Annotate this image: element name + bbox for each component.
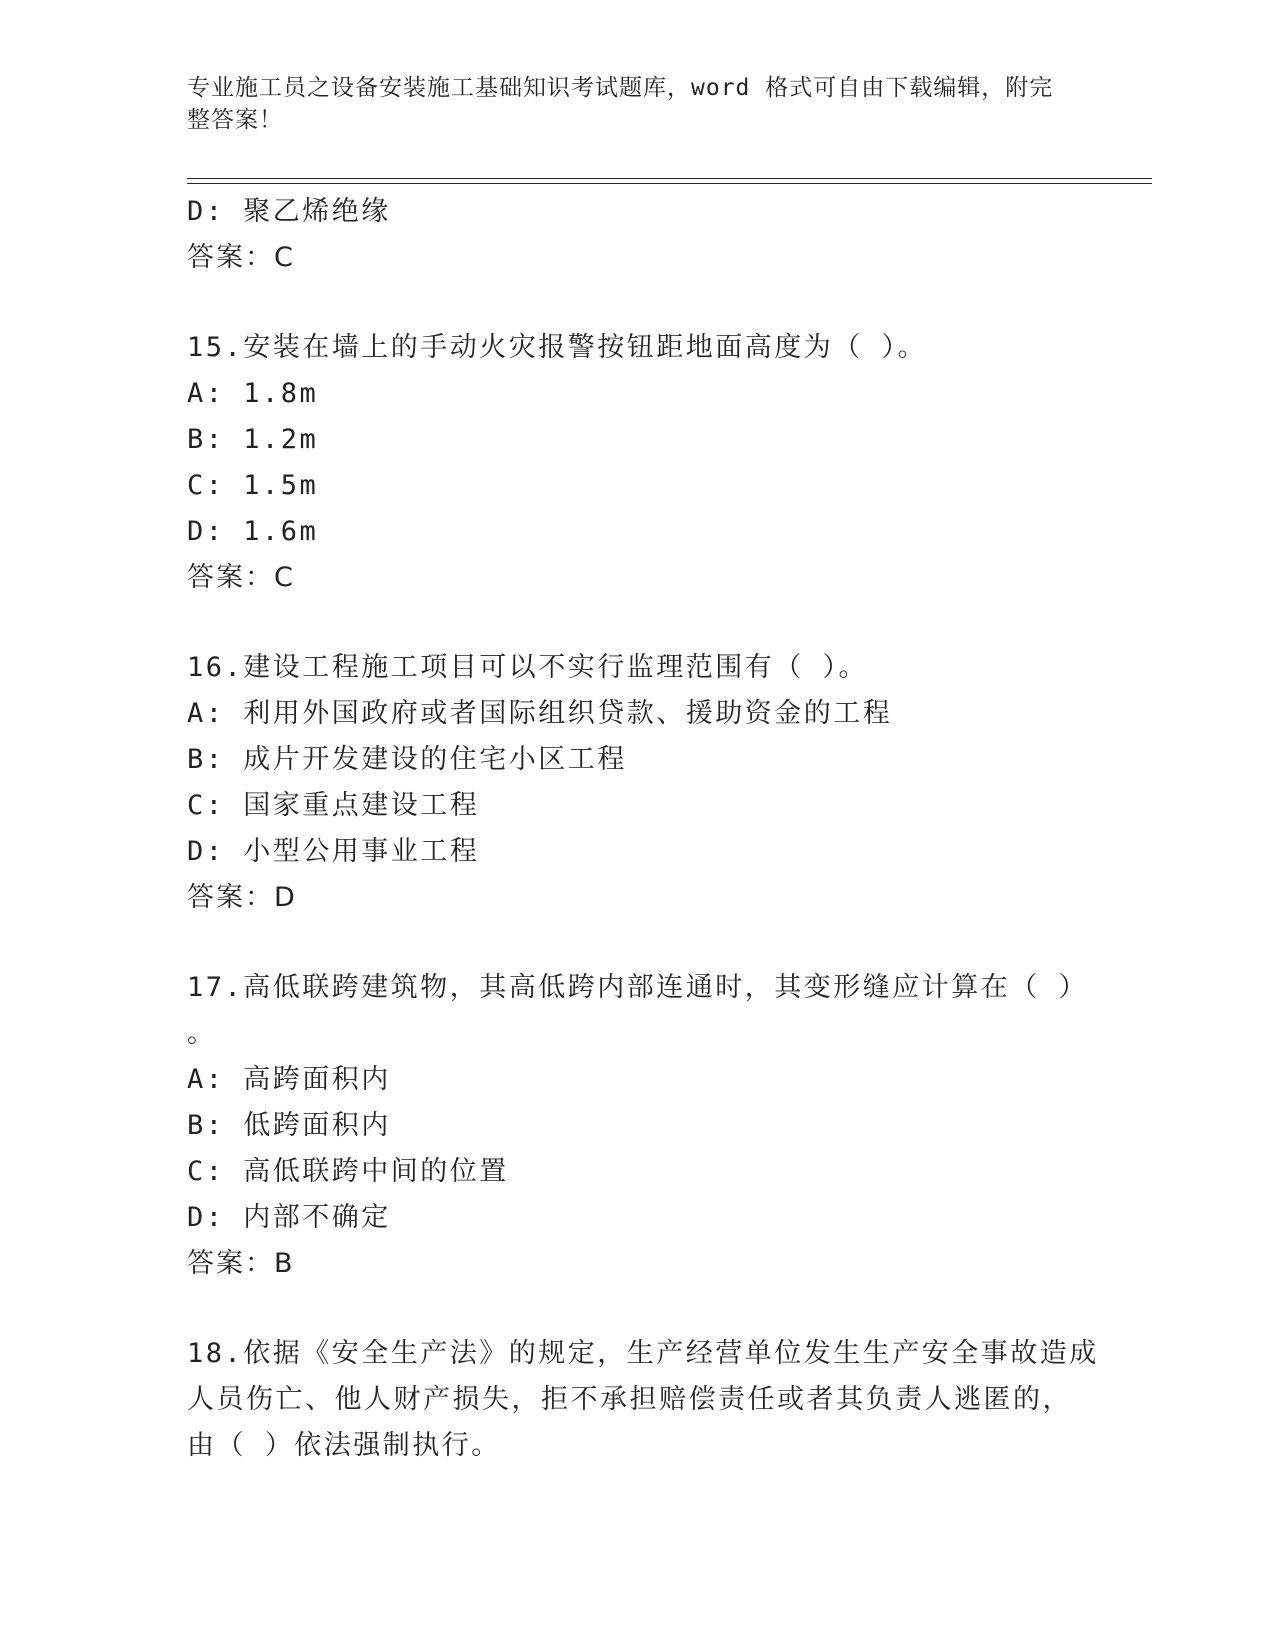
- question-text-line-2: 。: [187, 1018, 217, 1049]
- question-16: [187, 645, 1087, 921]
- question-text: 15.安装在墙上的手动火灾报警按钮距地面高度为（ ）。: [187, 332, 928, 363]
- option-c: C: 国家重点建设工程: [187, 790, 480, 821]
- header-line-2: 整答案！: [187, 107, 283, 133]
- option-a: A: 高跨面积内: [187, 1064, 391, 1095]
- answer-label: 答案：C: [187, 562, 295, 593]
- document-header: [187, 72, 1067, 136]
- header-divider-top: [187, 178, 1152, 179]
- option-d: D: 1.6m: [187, 516, 319, 547]
- header-line-1: 专业施工员之设备安装施工基础知识考试题库，word 格式可自由下载编辑，附完: [187, 75, 1054, 101]
- question-list: [187, 189, 1099, 1469]
- question-14-tail: [187, 189, 1087, 281]
- answer-label: 答案：B: [187, 1248, 295, 1279]
- answer-label: 答案：C: [187, 242, 295, 273]
- question-text-line-1: 18.依据《安全生产法》的规定，生产经营单位发生生产安全事故造成: [187, 1338, 1099, 1369]
- answer-label: 答案：D: [187, 882, 297, 913]
- question-15: [187, 325, 1087, 601]
- option-d: D: 聚乙烯绝缘: [187, 196, 391, 227]
- option-c: C: 高低联跨中间的位置: [187, 1156, 509, 1187]
- question-18: [187, 1331, 1099, 1469]
- header-divider-bottom: [187, 183, 1152, 184]
- question-text: 16.建设工程施工项目可以不实行监理范围有（ ）。: [187, 652, 869, 683]
- question-17: [187, 965, 1087, 1287]
- option-a: A: 1.8m: [187, 378, 319, 409]
- option-c: C: 1.5m: [187, 470, 319, 501]
- option-d: D: 内部不确定: [187, 1202, 391, 1233]
- question-text-line-3: 由（ ）依法强制执行。: [187, 1430, 501, 1461]
- option-b: B: 1.2m: [187, 424, 319, 455]
- option-b: B: 成片开发建设的住宅小区工程: [187, 744, 627, 775]
- option-a: A: 利用外国政府或者国际组织贷款、援助资金的工程: [187, 698, 893, 729]
- question-text-line-1: 17.高低联跨建筑物，其高低跨内部连通时，其变形缝应计算在（ ）: [187, 972, 1089, 1003]
- option-b: B: 低跨面积内: [187, 1110, 391, 1141]
- question-text-line-2: 人员伤亡、他人财产损失，拒不承担赔偿责任或者其负责人逃匿的，: [187, 1384, 1072, 1415]
- option-d: D: 小型公用事业工程: [187, 836, 480, 867]
